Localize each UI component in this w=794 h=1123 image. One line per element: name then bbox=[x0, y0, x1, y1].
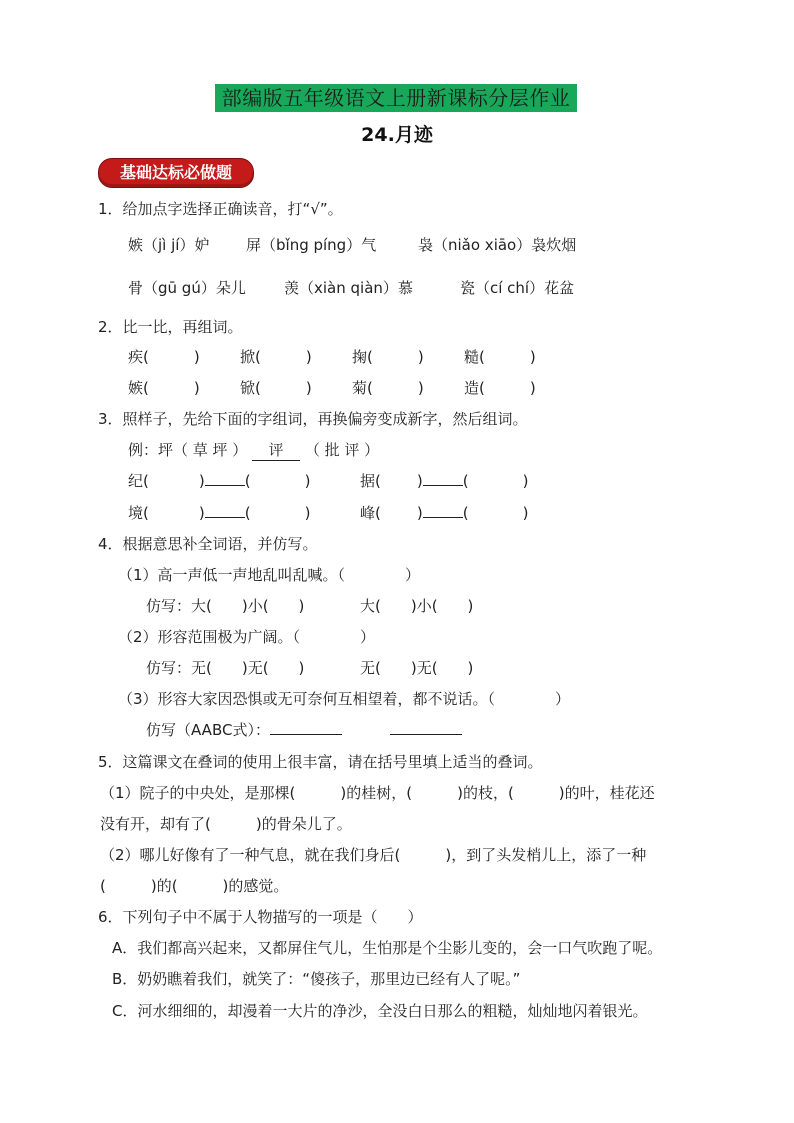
q3-paren: ( bbox=[244, 504, 251, 522]
q5-sentence: （2）哪儿好像有了一种气息，就在我们身后( )，到了头发梢儿上，添了一种 bbox=[100, 846, 647, 864]
q4-blank bbox=[390, 719, 462, 735]
q2-item: 掀( ) bbox=[240, 348, 312, 366]
q3-paren: ) bbox=[304, 472, 311, 490]
q4-imitate: 大( )小( ) bbox=[360, 597, 474, 615]
q3-stem: 3．照样子，先给下面的字组词，再换偏旁变成新字，然后组词。 bbox=[98, 410, 528, 428]
q3-row bbox=[128, 470, 310, 491]
q4-imitate: 无( )无( ) bbox=[360, 659, 474, 677]
q2-stem: 2．比一比，再组词。 bbox=[98, 318, 243, 336]
q3-example-part: （ 批 评 ） bbox=[304, 441, 380, 459]
q3-paren: ) bbox=[416, 472, 423, 490]
q5-sentence: 没有开，却有了( )的骨朵儿了。 bbox=[100, 815, 352, 833]
q6-stem: 6．下列句子中不属于人物描写的一项是（ ） bbox=[98, 908, 423, 926]
q5-sentence: ( )的( )的感觉。 bbox=[100, 877, 289, 895]
q3-paren: ) bbox=[198, 472, 205, 490]
q4-imitate: 仿写：无( )无( ) bbox=[146, 659, 305, 677]
q3-row bbox=[360, 502, 528, 523]
q5-stem: 5．这篇课文在叠词的使用上很丰富，请在括号里填上适当的叠词。 bbox=[98, 753, 543, 771]
q3-paren: ) bbox=[522, 504, 529, 522]
q4-imitate-label: 仿写（AABC式）： bbox=[146, 721, 270, 739]
q4-stem: 4．根据意思补全词语，并仿写。 bbox=[98, 535, 318, 553]
q4-imitate: 仿写：大( )小( ) bbox=[146, 597, 305, 615]
q3-paren: ) bbox=[416, 504, 423, 522]
q3-paren: ) bbox=[522, 472, 529, 490]
q3-blank bbox=[423, 470, 463, 486]
q3-example-part: 例：坪（ 草 坪 ） bbox=[128, 441, 248, 459]
q4-sub2: （2）形容范围极为广阔。（ ） bbox=[118, 628, 376, 646]
q6-option-b: B．奶奶瞧着我们，就笑了：“傻孩子，那里边已经有人了呢。” bbox=[112, 970, 521, 988]
q3-paren: ) bbox=[198, 504, 205, 522]
worksheet-banner: 部编版五年级语文上册新课标分层作业 bbox=[215, 84, 577, 112]
q3-row bbox=[360, 470, 528, 491]
section-badge: 基础达标必做题 bbox=[98, 158, 254, 188]
q3-example bbox=[128, 439, 379, 461]
q4-imitate-aabc bbox=[146, 719, 462, 740]
q6-option-a: A．我们都高兴起来，又都屏住气儿，生怕那是个尘影儿变的，会一口气吹跑了呢。 bbox=[112, 939, 663, 957]
q3-char: 据( bbox=[360, 472, 381, 490]
q3-paren: ( bbox=[244, 472, 251, 490]
q6-option-c: C．河水细细的，却漫着一大片的净沙，全没白日那么的粗糙，灿灿地闪着银光。 bbox=[112, 1002, 648, 1020]
q4-sub3: （3）形容大家因恐惧或无可奈何互相望着，都不说话。（ ） bbox=[118, 690, 571, 708]
q1-item: 嫉（jì jí）妒 bbox=[128, 236, 210, 254]
q2-item: 造( ) bbox=[464, 379, 536, 397]
q3-char: 纪( bbox=[128, 472, 149, 490]
q3-paren: ( bbox=[462, 504, 469, 522]
q3-blank bbox=[205, 470, 245, 486]
q2-item: 掬( ) bbox=[352, 348, 424, 366]
q3-blank bbox=[205, 502, 245, 518]
q3-blank bbox=[423, 502, 463, 518]
q3-example-word: 评 bbox=[252, 439, 300, 461]
q2-item: 疾( ) bbox=[128, 348, 200, 366]
q1-item: 骨（gū gú）朵儿 bbox=[128, 279, 246, 297]
q3-char: 峰( bbox=[360, 504, 381, 522]
q1-item: 瓷（cí chí）花盆 bbox=[460, 279, 575, 297]
q1-stem: 1．给加点字选择正确读音，打“√”。 bbox=[98, 200, 343, 218]
q3-char: 境( bbox=[128, 504, 149, 522]
q3-paren: ) bbox=[304, 504, 311, 522]
q2-item: 菊( ) bbox=[352, 379, 424, 397]
q1-item: 屏（bǐng píng）气 bbox=[246, 236, 377, 254]
q4-sub1: （1）高一声低一声地乱叫乱喊。（ ） bbox=[118, 566, 421, 584]
q3-paren: ( bbox=[462, 472, 469, 490]
lesson-title: 24.月迹 bbox=[361, 124, 433, 146]
q2-item: 嫉( ) bbox=[128, 379, 200, 397]
q5-sentence: （1）院子的中央处，是那棵( )的桂树，( )的枝，( )的叶，桂花还 bbox=[100, 784, 655, 802]
q1-item: 袅（niǎo xiāo）袅炊烟 bbox=[418, 236, 577, 254]
q2-item: 锨( ) bbox=[240, 379, 312, 397]
q4-blank bbox=[270, 719, 342, 735]
q2-item: 糙( ) bbox=[464, 348, 536, 366]
q1-item: 羡（xiàn qiàn）慕 bbox=[284, 279, 413, 297]
q3-row bbox=[128, 502, 310, 523]
